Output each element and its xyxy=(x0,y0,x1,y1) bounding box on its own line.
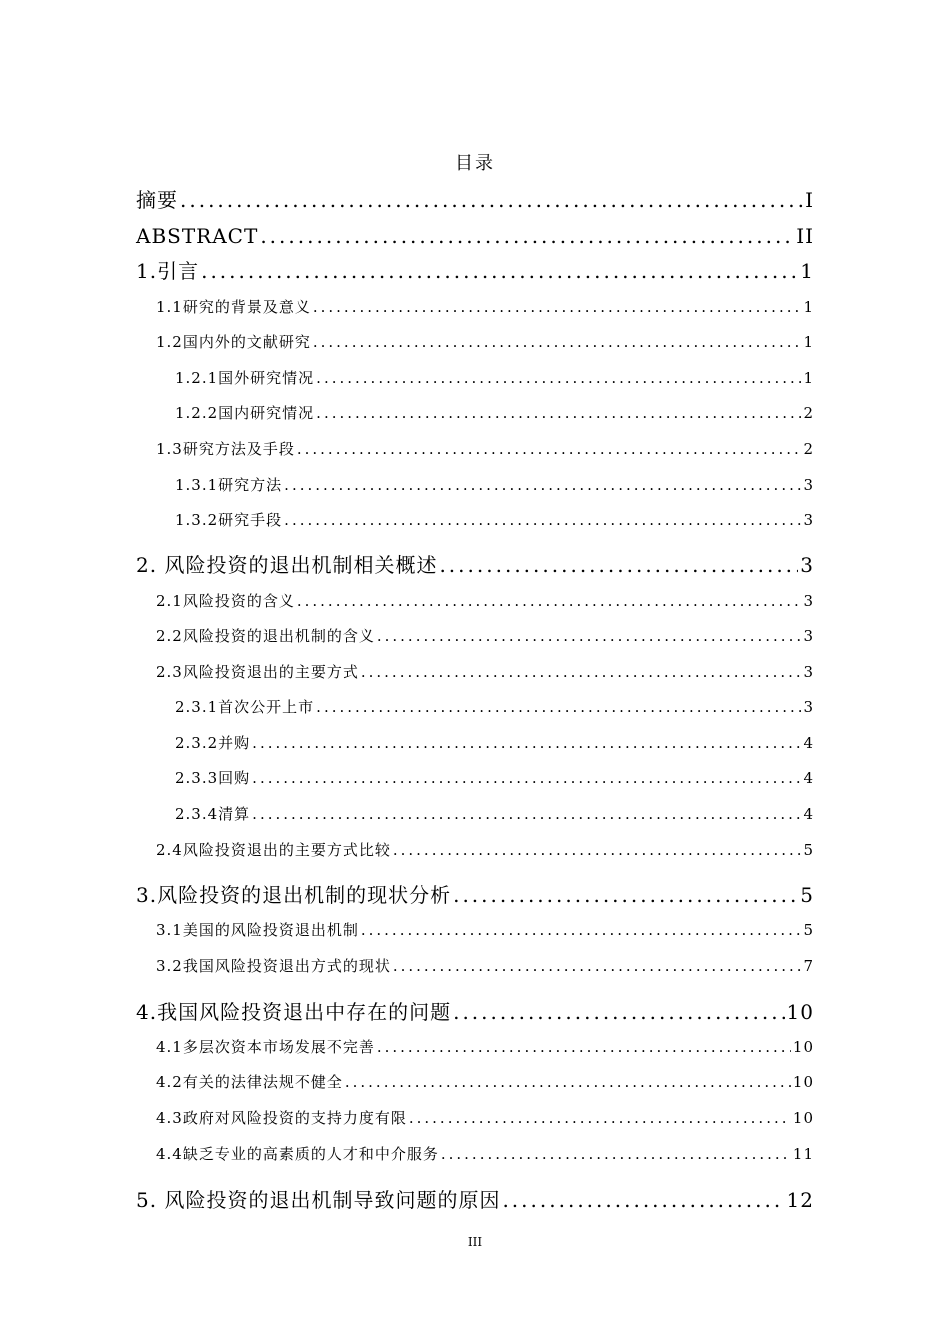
toc-entry-label: 2. 风险投资的退出机制相关概述 xyxy=(136,553,438,577)
toc-dot-leader xyxy=(409,1107,791,1129)
toc-entry-page: 2 xyxy=(803,404,814,422)
toc-entry-label: 2.4风险投资退出的主要方式比较 xyxy=(156,841,391,859)
toc-entry[interactable] xyxy=(175,367,814,389)
toc-entry-page: 10 xyxy=(792,1109,814,1127)
toc-entry-label: 4.1多层次资本市场发展不完善 xyxy=(156,1038,375,1056)
toc-entry-page: 3 xyxy=(803,476,814,494)
toc-entry-label: 2.2风险投资的退出机制的含义 xyxy=(156,627,375,645)
toc-entry-page: I xyxy=(805,188,814,212)
toc-entry-label: 2.3.4清算 xyxy=(175,805,251,823)
toc-entry[interactable] xyxy=(136,1186,814,1214)
toc-entry[interactable] xyxy=(175,474,814,496)
toc-entry-label: 1.3.2研究手段 xyxy=(175,511,283,529)
toc-dot-leader xyxy=(313,331,802,353)
toc-entry[interactable] xyxy=(175,402,814,424)
toc-entry[interactable] xyxy=(175,803,814,825)
toc-entry[interactable] xyxy=(156,590,814,612)
toc-entry-page: 4 xyxy=(803,769,814,787)
toc-entry-page: II xyxy=(796,224,814,248)
toc-entry-label: 摘要 xyxy=(136,188,178,212)
toc-entry-label: 4.3政府对风险投资的支持力度有限 xyxy=(156,1109,407,1127)
toc-entry[interactable] xyxy=(175,732,814,754)
toc-entry[interactable] xyxy=(175,767,814,789)
toc-dot-leader xyxy=(316,696,801,718)
page-number: III xyxy=(467,1235,483,1249)
toc-entry-page: 1 xyxy=(803,298,814,316)
toc-dot-leader xyxy=(252,732,801,754)
toc-dot-leader xyxy=(393,955,802,977)
toc-entry-page: 10 xyxy=(786,1000,814,1024)
toc-entry-page: 12 xyxy=(786,1188,814,1212)
toc-entry-label: 1.2国内外的文献研究 xyxy=(156,333,311,351)
toc-entry-page: 3 xyxy=(803,592,814,610)
toc-entry-page: 7 xyxy=(803,957,814,975)
toc-entry-label: 1.引言 xyxy=(136,259,200,283)
toc-entry[interactable] xyxy=(136,222,814,250)
toc-entry-label: 2.3.3回购 xyxy=(175,769,251,787)
toc-entry[interactable] xyxy=(156,955,814,977)
toc-dot-leader xyxy=(502,1186,784,1214)
toc-entry-page: 10 xyxy=(792,1073,814,1091)
toc-entry-page: 1 xyxy=(803,333,814,351)
toc-entry-label: 2.3风险投资退出的主要方式 xyxy=(156,663,359,681)
toc-title: 目录 xyxy=(455,153,495,174)
toc-entry-label: 1.1研究的背景及意义 xyxy=(156,298,311,316)
toc-entry[interactable] xyxy=(136,186,814,214)
toc-entry-page: 5 xyxy=(803,921,814,939)
toc-entry-label: 2.3.2并购 xyxy=(175,734,251,752)
toc-dot-leader xyxy=(453,998,784,1026)
toc-entry-label: 1.3研究方法及手段 xyxy=(156,440,295,458)
toc-entry-page: 3 xyxy=(803,627,814,645)
toc-entry-label: 4.我国风险投资退出中存在的问题 xyxy=(136,1000,452,1024)
toc-dot-leader xyxy=(180,186,803,214)
toc-entry-page: 3 xyxy=(803,698,814,716)
toc-entry-page: 5 xyxy=(803,841,814,859)
toc-entry-page: 3 xyxy=(803,511,814,529)
toc-entry-page: 1 xyxy=(803,369,814,387)
toc-entry-page: 11 xyxy=(792,1145,814,1163)
toc-entry[interactable] xyxy=(156,1036,814,1058)
toc-entry[interactable] xyxy=(156,296,814,318)
toc-entry-label: 5. 风险投资的退出机制导致问题的原因 xyxy=(136,1188,501,1212)
toc-entry-label: 1.2.1国外研究情况 xyxy=(175,369,315,387)
toc-entry[interactable] xyxy=(156,438,814,460)
toc-dot-leader xyxy=(393,839,802,861)
toc-entry[interactable] xyxy=(156,625,814,647)
toc-entry-page: 4 xyxy=(803,734,814,752)
toc-entry[interactable] xyxy=(175,509,814,531)
toc-entry-page: 1 xyxy=(800,259,814,283)
toc-entry-page: 3 xyxy=(803,663,814,681)
toc-entry-label: 4.2有关的法律法规不健全 xyxy=(156,1073,343,1091)
toc-entry[interactable] xyxy=(156,661,814,683)
toc-entry-page: 10 xyxy=(792,1038,814,1056)
toc-entry-page: 4 xyxy=(803,805,814,823)
toc-dot-leader xyxy=(361,661,802,683)
toc-entry-label: 2.1风险投资的含义 xyxy=(156,592,295,610)
toc-dot-leader xyxy=(297,438,802,460)
toc-entry[interactable] xyxy=(156,919,814,941)
toc-entry[interactable] xyxy=(136,551,814,579)
toc-entry-page: 5 xyxy=(800,883,814,907)
toc-dot-leader xyxy=(252,767,801,789)
toc-entry-label: ABSTRACT xyxy=(136,224,259,248)
toc-entry-label: 3.风险投资的退出机制的现状分析 xyxy=(136,883,452,907)
toc-entry-label: 2.3.1首次公开上市 xyxy=(175,698,315,716)
toc-entry[interactable] xyxy=(136,881,814,909)
toc-entry-label: 3.2我国风险投资退出方式的现状 xyxy=(156,957,391,975)
toc-entry-label: 1.3.1研究方法 xyxy=(175,476,283,494)
toc-dot-leader xyxy=(313,296,802,318)
toc-dot-leader xyxy=(252,803,801,825)
toc-entry-page: 2 xyxy=(803,440,814,458)
toc-entry[interactable] xyxy=(136,998,814,1026)
toc-dot-leader xyxy=(201,257,798,285)
toc-entry-label: 1.2.2国内研究情况 xyxy=(175,404,315,422)
toc-entry-label: 4.4缺乏专业的高素质的人才和中介服务 xyxy=(156,1145,439,1163)
toc-entry[interactable] xyxy=(156,1143,814,1165)
toc-dot-leader xyxy=(377,625,802,647)
toc-dot-leader xyxy=(361,919,802,941)
toc-dot-leader xyxy=(316,367,801,389)
toc-entry-page: 3 xyxy=(800,553,814,577)
toc-dot-leader xyxy=(297,590,802,612)
toc-entry[interactable] xyxy=(175,696,814,718)
toc-dot-leader xyxy=(284,509,801,531)
toc-entry[interactable] xyxy=(156,839,814,861)
toc-entry[interactable] xyxy=(136,257,814,285)
toc-entry[interactable] xyxy=(156,1107,814,1129)
toc-entry[interactable] xyxy=(156,331,814,353)
toc-dot-leader xyxy=(345,1071,791,1093)
toc-dot-leader xyxy=(377,1036,791,1058)
toc-dot-leader xyxy=(441,1143,791,1165)
toc-dot-leader xyxy=(284,474,801,496)
toc-dot-leader xyxy=(453,881,798,909)
toc-entry-label: 3.1美国的风险投资退出机制 xyxy=(156,921,359,939)
toc-dot-leader xyxy=(439,551,798,579)
toc-dot-leader xyxy=(260,222,794,250)
toc-entry[interactable] xyxy=(156,1071,814,1093)
toc-dot-leader xyxy=(316,402,801,424)
